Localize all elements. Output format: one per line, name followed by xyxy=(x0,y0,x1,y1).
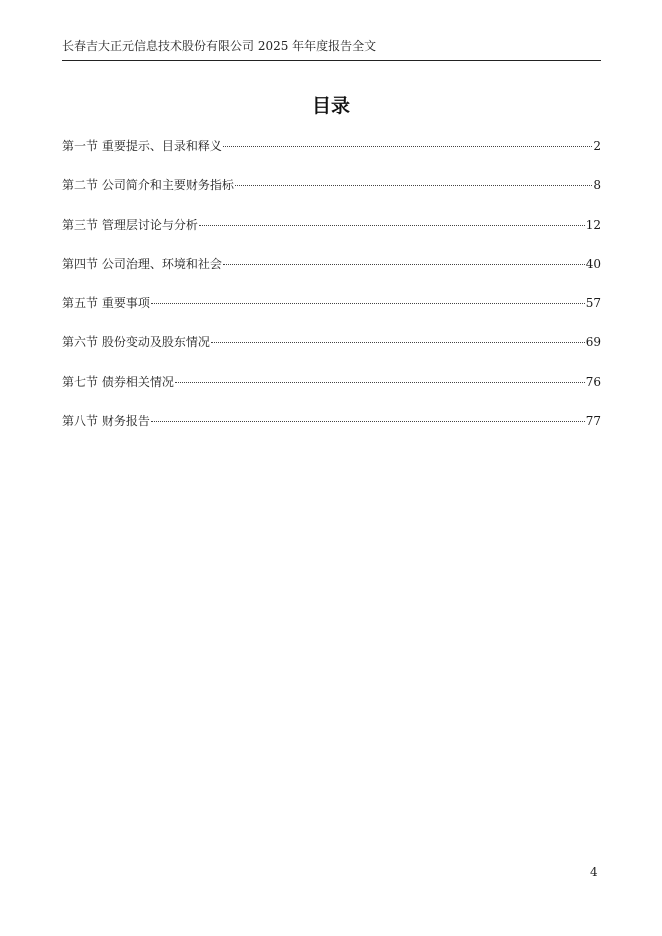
toc-entry-label[interactable]: 第二节 公司简介和主要财务指标 xyxy=(62,178,234,193)
toc-dot-leader xyxy=(235,177,593,186)
toc-entry-label[interactable]: 第六节 股份变动及股东情况 xyxy=(62,335,210,350)
toc-entry-section-2[interactable] xyxy=(62,177,601,216)
toc-entry-label[interactable]: 第七节 债券相关情况 xyxy=(62,374,174,389)
toc-dot-leader xyxy=(223,256,585,265)
toc-entry-page[interactable]: 12 xyxy=(585,217,601,232)
toc-entry-page[interactable]: 76 xyxy=(585,374,601,389)
toc-dot-leader xyxy=(151,413,585,422)
header-title: 长春吉大正元信息技术股份有限公司 2025 年年度报告全文 xyxy=(62,39,377,53)
toc-dot-leader xyxy=(151,295,585,304)
toc-entry-section-7[interactable] xyxy=(62,374,601,413)
toc-entry-page[interactable]: 57 xyxy=(585,296,601,311)
toc-entry-page[interactable]: 8 xyxy=(593,178,601,193)
toc-entry-section-1[interactable] xyxy=(62,138,601,177)
table-of-contents xyxy=(62,138,601,452)
toc-entry-label[interactable]: 第八节 财务报告 xyxy=(62,414,150,429)
page-number: 4 xyxy=(590,865,598,879)
toc-entry-label[interactable]: 第一节 重要提示、目录和释义 xyxy=(62,139,222,153)
toc-entry-section-4[interactable] xyxy=(62,256,601,295)
toc-entry-label[interactable]: 第五节 重要事项 xyxy=(62,296,150,311)
toc-dot-leader xyxy=(199,217,585,226)
toc-entry-section-3[interactable] xyxy=(62,217,601,256)
toc-dot-leader xyxy=(175,374,585,383)
toc-entry-page[interactable]: 77 xyxy=(585,414,601,429)
toc-dot-leader xyxy=(211,334,585,343)
toc-entry-section-5[interactable] xyxy=(62,295,601,334)
toc-entry-label[interactable]: 第三节 管理层讨论与分析 xyxy=(62,217,198,232)
page-header xyxy=(62,36,601,61)
toc-entry-page[interactable]: 69 xyxy=(585,335,601,350)
toc-entry-section-8[interactable] xyxy=(62,413,601,452)
page-title: 目录 xyxy=(311,95,350,117)
toc-dot-leader xyxy=(223,138,593,147)
toc-entry-section-6[interactable] xyxy=(62,334,601,373)
toc-entry-label[interactable]: 第四节 公司治理、环境和社会 xyxy=(62,256,222,271)
toc-entry-page[interactable]: 40 xyxy=(585,256,601,271)
toc-entry-page[interactable]: 2 xyxy=(593,139,601,153)
